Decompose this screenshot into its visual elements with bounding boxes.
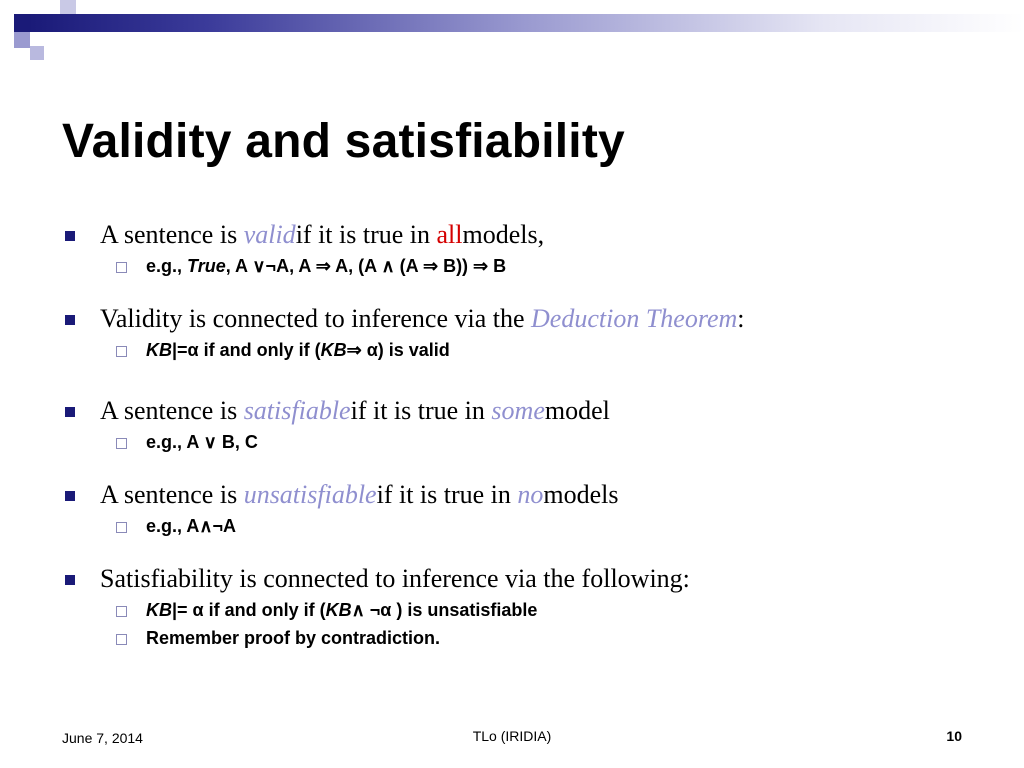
text: :: [737, 304, 745, 333]
bullet-satisfiability-inference: [62, 562, 982, 596]
sub-bullet: [62, 428, 982, 456]
emphasis: unsatisfiable: [243, 480, 377, 509]
bullet-satisfiable: [62, 394, 982, 428]
page-number: 10: [946, 728, 962, 744]
text: if it is true in: [376, 480, 511, 509]
hollow-square-bullet-icon: [116, 438, 127, 449]
decor-square: [14, 32, 30, 48]
text: if it is true in: [350, 396, 485, 425]
slide-body: [62, 218, 982, 652]
hollow-square-bullet-icon: [116, 346, 127, 357]
text: A sentence is: [100, 220, 238, 249]
emphasis-red: all: [436, 220, 463, 249]
sub-bullet: [62, 624, 982, 652]
text: , A ∨¬A, A ⇒ A, (A ∧ (A ⇒ B)) ⇒ B: [225, 255, 507, 276]
text-italic: KB: [325, 599, 352, 620]
footer-date: June 7, 2014: [62, 730, 143, 746]
text: |= α if and only if (: [172, 599, 326, 620]
text: ∧ ¬α ) is unsatisfiable: [351, 599, 538, 620]
text-italic: KB: [320, 339, 347, 360]
decor-square: [60, 0, 76, 14]
sub-bullet: [62, 252, 982, 280]
square-bullet-icon: [65, 491, 75, 501]
decor-square: [14, 14, 28, 32]
bullet-valid: [62, 218, 982, 252]
text: e.g., A∧¬A: [146, 515, 237, 536]
emphasis: no: [517, 480, 544, 509]
hollow-square-bullet-icon: [116, 262, 127, 273]
text: models,: [462, 220, 545, 249]
decor-square: [30, 46, 44, 60]
square-bullet-icon: [65, 407, 75, 417]
hollow-square-bullet-icon: [116, 634, 127, 645]
text: Validity is connected to inference via the: [100, 304, 525, 333]
text: if it is true in: [295, 220, 431, 249]
emphasis: some: [491, 396, 545, 425]
emphasis: valid: [243, 220, 296, 249]
square-bullet-icon: [65, 315, 75, 325]
text: |=α if and only if (: [172, 339, 321, 360]
sub-bullet: [62, 596, 982, 624]
text-italic: KB: [146, 599, 172, 620]
text: e.g., A ∨ B, C: [146, 431, 258, 452]
hollow-square-bullet-icon: [116, 522, 127, 533]
square-bullet-icon: [65, 575, 75, 585]
text: A sentence is: [100, 480, 238, 509]
sub-bullet: [62, 336, 982, 364]
bullet-deduction: [62, 302, 982, 336]
text: e.g.,: [146, 255, 183, 276]
text: models: [543, 480, 619, 509]
text: model: [544, 396, 610, 425]
hollow-square-bullet-icon: [116, 606, 127, 617]
text: A sentence is: [100, 396, 238, 425]
emphasis: Deduction Theorem: [531, 304, 738, 333]
text-italic: True: [187, 255, 226, 276]
bullet-unsatisfiable: [62, 478, 982, 512]
text: ⇒ α) is valid: [346, 339, 450, 360]
footer-author: TLo (IRIDIA): [472, 728, 552, 744]
header-gradient-band: [28, 14, 1024, 32]
text: Remember proof by contradiction.: [146, 627, 441, 648]
text: Satisfiability is connected to inference via the following:: [100, 564, 690, 593]
text-italic: KB: [146, 339, 172, 360]
slide-title: Validity and satisfiability: [62, 115, 625, 168]
emphasis: satisfiable: [243, 396, 351, 425]
sub-bullet: [62, 512, 982, 540]
square-bullet-icon: [65, 231, 75, 241]
